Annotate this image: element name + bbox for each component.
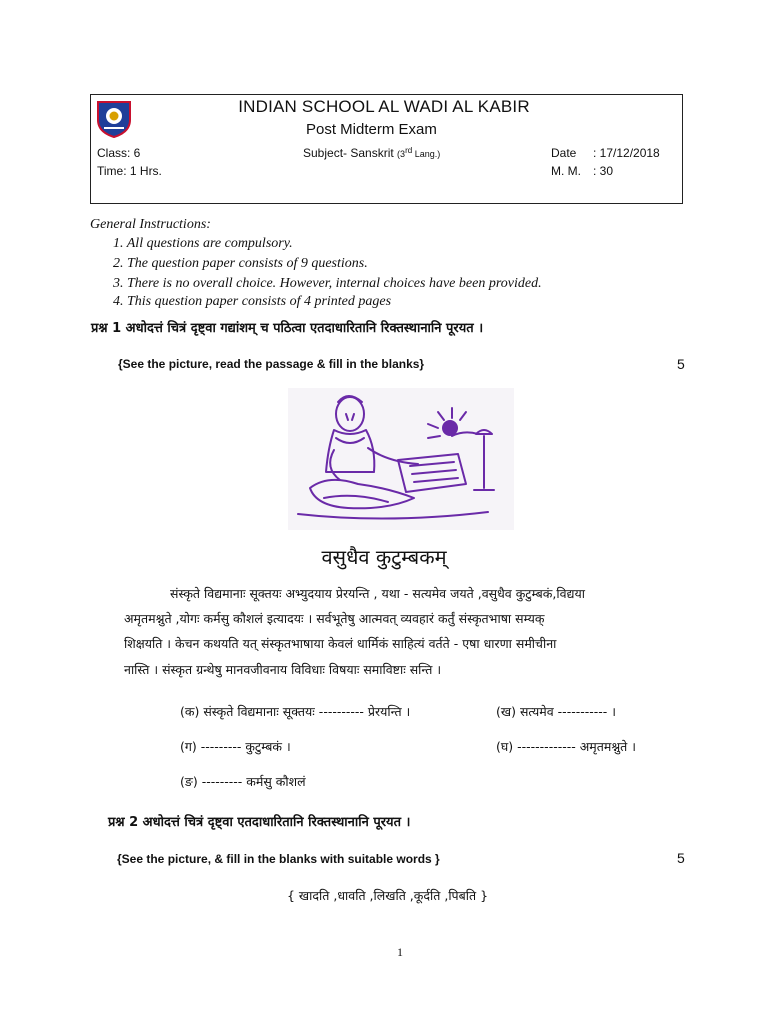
blank-gha: (घ) ------------- अमृतमश्नुते ।	[496, 739, 637, 754]
q2-english-instruction: {See the picture, & fill in the blanks with suitable words }	[117, 852, 440, 866]
subject-label: Subject- Sanskrit	[303, 146, 394, 160]
instruction-item: 1. All questions are compulsory.	[113, 236, 293, 251]
instruction-item: 4. This question paper consists of 4 printed pages	[113, 294, 392, 309]
page-number: 1	[397, 945, 403, 959]
blank-nga: (ङ) --------- कर्मसु कौशलं	[180, 774, 306, 789]
q2-heading: प्रश्न 2 अधोदत्तं चित्रं दृष्ट्वा एतदाधारितानि रिक्तस्थानानि पूरयत ।	[108, 815, 411, 830]
exam-title: Post Midterm Exam	[306, 121, 437, 138]
passage-line: नास्ति । संस्कृत ग्रन्थेषु मानवजीवनाय विविधाः विषयाः समाविष्टाः सन्ति ।	[124, 662, 442, 677]
instruction-item: 3. There is no overall choice. However, internal choices have been provided.	[113, 276, 542, 291]
q1-heading: प्रश्न 1 अधोदत्तं चित्रं दृष्ट्वा गद्यांशम् च पठित्वा एतदाधारितानि रिक्तस्थानानि पूरयत ।	[91, 321, 484, 336]
q2-marks: 5	[677, 850, 685, 866]
q1-marks: 5	[677, 356, 685, 372]
date-value: : 17/12/2018	[593, 146, 660, 160]
blank-kha: (ख) सत्यमेव ----------- ।	[496, 704, 617, 719]
school-name: INDIAN SCHOOL AL WADI AL KABIR	[238, 97, 530, 116]
instructions-heading: General Instructions:	[90, 217, 211, 232]
date-label: Date	[551, 146, 577, 160]
passage-title: वसुधैव कुटुम्बकम्	[321, 545, 447, 569]
blank-ka: (क) संस्कृते विद्यमानाः सूक्तयः ---------- प्रेरयन्ति ।	[180, 704, 411, 719]
q1-english-instruction: {See the picture, read the passage & fill in the blanks}	[118, 357, 425, 371]
q2-word-options: { खादति ,धावति ,लिखति ,कूर्दति ,पिबति }	[287, 888, 489, 903]
class-label: Class: 6	[97, 146, 141, 160]
instruction-item: 2. The question paper consists of 9 questions.	[113, 256, 368, 271]
passage-line: संस्कृते विद्यमानाः सूक्तयः अभ्युदयाय प्रेरयन्ति , यथा - सत्यमेव जयते ,वसुधैव कुटुम्बकं,विद्यया	[170, 586, 585, 601]
scholar-writing-illustration	[288, 388, 514, 530]
passage-line: शिक्षयति । केचन कथयति यत् संस्कृतभाषाया केवलं धार्मिकं साहित्यं वर्तते - एषा धारणा समीचीना	[124, 636, 557, 651]
subject-line	[303, 146, 440, 160]
time-label: Time: 1 Hrs.	[97, 164, 162, 178]
max-marks-value: : 30	[593, 164, 614, 178]
subject-lang: (3rd Lang.)	[397, 146, 441, 159]
passage-line: अमृतमश्नुते ,योगः कर्मसु कौशलं इत्यादयः । सर्वभूतेषु आत्मवत् व्यवहारं कर्तुं संस्कृतभाषा सम्यक्	[124, 611, 545, 626]
max-marks-label: M. M.	[551, 164, 581, 178]
blank-ga: (ग) --------- कुटुम्बकं ।	[180, 739, 291, 754]
